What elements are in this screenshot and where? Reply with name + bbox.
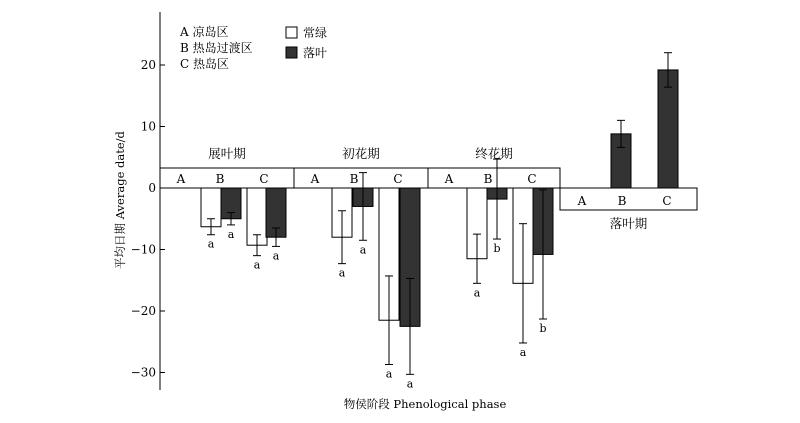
zone-label: A (176, 172, 186, 186)
phase-label: 终花期 (475, 146, 513, 161)
significance-label: a (207, 237, 215, 251)
significance-label: a (519, 345, 527, 359)
significance-label: a (253, 258, 261, 272)
significance-label: a (385, 367, 393, 381)
zone-label: C (662, 194, 672, 208)
y-tick-label: 10 (140, 119, 156, 134)
zone-label: C (393, 172, 403, 186)
zone-label: C (527, 172, 537, 186)
legend-swatch-evergreen (286, 27, 297, 38)
zone-label: A (310, 172, 320, 186)
zone-label: B (617, 194, 627, 208)
zone-label: A (444, 172, 454, 186)
bars-layer (201, 53, 678, 391)
legend-swatch-deciduous (286, 47, 297, 58)
legend (179, 24, 327, 71)
significance-label: a (406, 377, 414, 391)
significance-label: a (359, 243, 367, 257)
significance-label: a (227, 227, 235, 241)
y-tick-label: 0 (148, 181, 156, 195)
significance-label: b (493, 242, 501, 256)
legend-label-evergreen: 常绿 (303, 26, 328, 40)
y-axis (131, 12, 165, 390)
phase-label: 初花期 (342, 146, 380, 161)
legend-zone-a: A 凉岛区 (180, 25, 229, 39)
legend-label-deciduous: 落叶 (303, 46, 328, 60)
significance-label: b (539, 321, 547, 335)
zone-label: C (259, 172, 269, 186)
zone-label: A (577, 194, 587, 208)
x-axis-title: 物侯阶段 Phenological phase (343, 397, 507, 411)
phase-label: 展叶期 (208, 146, 246, 161)
zone-label: B (215, 172, 225, 186)
y-tick-label: −10 (130, 242, 156, 257)
y-axis-title: 平均日期 Average date/d (113, 131, 127, 269)
y-tick-label: −30 (130, 365, 156, 380)
y-tick-label: −20 (130, 304, 156, 318)
legend-zone-b: B 热岛过渡区 (180, 41, 253, 55)
significance-label: a (272, 249, 280, 263)
zone-label: B (483, 172, 493, 186)
significance-label: a (338, 266, 346, 280)
y-tick-label: 20 (140, 58, 156, 72)
legend-zone-c: C 热岛区 (180, 57, 229, 71)
zone-label: B (349, 172, 359, 186)
phase-label: 落叶期 (609, 216, 648, 231)
significance-label: a (473, 286, 481, 300)
